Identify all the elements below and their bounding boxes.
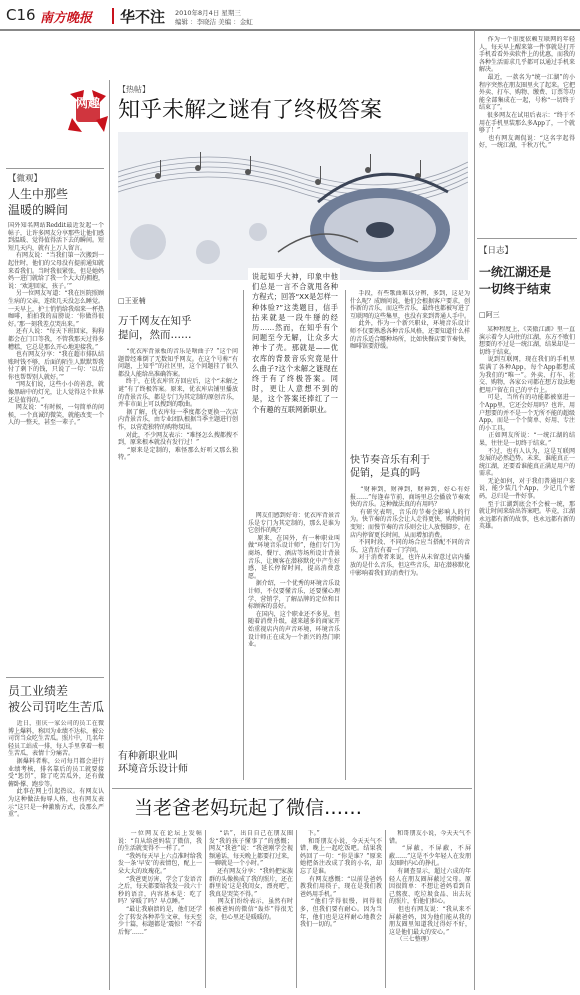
left-body-2: 近日，重庆一家公司的员工在微博上爆料，称因为业绩不达标，被公司罚当众吃生苦瓜。照片中，几名年轻员工站成一排，每人手里拿着一根生苦瓜，表情十分痛苦。 据爆料者称，公司每月都会进行业绩考核，排名靠后的员工就要接受“惩罚”，除了吃苦瓜外，还有做俯卧撑、跑步等。 此事在网上引起热议。有网友认为这种做法侮辱人格，也有网友表示“这只是一种激励方式，没那么严重”。 (8, 720, 104, 819)
left-body-1: 国外知名网站Reddit最近发起一个帖子，让许多网友分享那些让他们感到温暖、觉得值得活下去的瞬间。短短几天内，就有上万人留言。 有网友说：“当我们第一次搬到一起住时，他们的父母没有提前通知就来看我们。当时我很紧张，但是她妈妈一进门就给了我一个大大的拥抱，说：‘欢迎回家，孩子。’” 另一位网友写道：“我在医院照顾生病的父亲，连续几天没怎么睡觉。一天早上，护士悄悄给我端来一杯热咖啡，拍拍我的肩膀说：‘你做得很好。’那一刻我差点哭出来。” 还有人说：“每天下班回家，狗狗都会在门口等我，不管我那天过得多糟糕，它总是那么开心地迎接我。” 也有网友分享：“我在超市排队结账时钱不够，后面的陌生人默默帮我付了剩下的钱，只说了一句：‘以后你也帮帮别人就好。’” “网友们说，这些小小的善意，就像黑暗中的灯光，让人觉得这个世界还是值得的。” 网友说：“有时候，一句简单的问候，一个真诚的微笑，就能改变一个人的一整天，甚至一辈子。” (8, 222, 104, 427)
right-rule (477, 238, 577, 239)
bottom-rule (112, 788, 472, 789)
main-kicker: 【热帖】 (118, 85, 150, 94)
right-byline: □阿三 (479, 311, 500, 319)
main-byline: □王亚楠 (118, 297, 146, 305)
left-title-2: 员工业绩差 被公司罚吃生苦瓜 (8, 684, 105, 714)
section-title: 华不注 (120, 8, 166, 26)
main-sub-3: 快节奏音乐有利于 促销，是真的吗 (350, 455, 430, 479)
main-col3-body: 手段，有些歌曲难以分辨，多到，这是为什么呢？成顾问说，他们会根据客户要求，创作新的音乐，而这些音乐，最终也都被写进了互联网的这些集里，也没有来到普通人手中。 此外，作为一个新兴职业，环境音乐设计师不仅要熟悉各种音乐风格，还要知道什么样的音乐适合哪种场所，比如快餐店要节奏快，咖啡馆要舒缓。 (350, 290, 470, 351)
right-col-top: 作为一个重度依赖互联网的年轻人，每天早上醒来第一件事就是打开手机看看外卖软件上的优惠，而我的各种生活需求几乎都可以通过手机来解决。 最近，一款名为“统一江湖”的小程序突然在朋友圈里火了起来。它把外卖、打车、购物、缴费、订票等功能全部集成在一起，号称“一切终于结束了”。 很多网友在试用后表示：“终于不用在手机里装那么多App了，一个就够了！” 也有网友调侃说：“这名字起得好，一统江湖，千秋万代。” (479, 36, 575, 150)
main-col1-body: “优衣库背景板的音乐是啥曲子？”这个问题曾经难倒了无数知乎网友。在这个号称“有问题，上知乎”的社区里，这个问题挂了很久都没人能给出准确答案。 终于，在优衣库官方回应后，这个“未解之谜”有了终极答案。原来，优衣库店铺里播放的背景音乐，都是专门为其定制的原创音乐，并非市面上可以搜到的歌曲。 据了解，优衣库每一季度都会更换一次店内背景音乐，由专业团队根据当季主题进行创作，以营造独特的购物氛围。 对此，不少网友表示：“难怪怎么搜都搜不到，原来根本就没有发行过！” “原来是定制的，难怪那么好听又那么独特。” (118, 348, 238, 462)
right-body: 某种程度上，《笑傲江湖》里一直演示着令人向往的江湖，东方不败们想要的不过是一统江湖，结果却是一切终于结束。 说到互联网，现在我们的手机里装满了各种App，每个App都想成为我们的“唯一”。外卖、打车、社交、购物，各家公司都在想方设法地把用户留在自己的平台上。 可是，当所有的功能都被塞进一个App里，它还会好用吗？也许，用户想要的并不是一个无所不能的超级App，而是一个个简单、好用、专注的小工具。 正如网友所说：“一统江湖的结果，往往是一切终于结束。” 不过，也有人认为，这是互联网发展的必然趋势。未来，谁能真正一统江湖，还要看谁能真正满足用户的需求。 无论如何，对于我们普通用户来说，能少装几个App，少记几个密码，总归是一件好事。 至于江湖到底会不会被一统，那就让时间来给出答案吧。毕竟，江湖永远都有新的故事，也永远都有新的英雄。 (479, 326, 575, 531)
left-divider (109, 80, 110, 990)
right-tag: 【日志】 (479, 246, 514, 256)
main-right-divider (474, 30, 475, 990)
bottom-div-1 (205, 830, 206, 988)
main-col-divider-2 (345, 290, 346, 780)
header-divider (112, 8, 114, 24)
main-col2-body: 网友们感到好奇：优衣库背景音乐是专门为其定制的，那么是谁为它创作的呢？ 原来，在国外，有一种职业叫做“环境音乐设计师”，他们专门为商场、餐厅、酒店等场所设计背景音乐，让顾客在潜移默化中产生好感，延长停留时间，提高消费意愿。 据介绍，一个优秀的环境音乐设计师，不仅要懂音乐，还要懂心理学、营销学，了解品牌的定位和目标顾客的喜好。 在国内，这个职业还不多见，但随着消费升级，越来越多的商家开始重视店内的声音环境，环境音乐设计师正在成为一个新兴的热门职业。 (248, 512, 340, 649)
music-illustration (118, 132, 468, 280)
bottom-col4: 和哥朋友小说，今天天气不错。 “屏蔽，不屏蔽，不屏蔽……”这是不少年轻人在发朋友圈时内心的挣扎。 有调查显示，超过六成的年轻人在朋友圈屏蔽过父母。原因很简单：不想让爸妈看到自己熬夜、吃垃圾食品、出去玩的照片，怕他们担心。 但也有网友说：“我从来不屏蔽爸妈，因为他们能从我的朋友圈里知道我过得好不好，这是他们最大的安心。” （三七整理） (389, 830, 471, 944)
editor-line: 编辑 ：李晓洁 美编 ：金虹 (175, 18, 253, 26)
bottom-div-2 (296, 830, 297, 988)
main-sub-2: 有种新职业叫 环境音乐设计师 (118, 751, 188, 775)
left-rule-1 (6, 168, 104, 169)
paper-logo: 南方晚报 (40, 11, 93, 26)
intro-quote-box (248, 268, 340, 504)
main-col3-body-2: “财神到，财神到，财神到，好心有好报……”每逢春节前，商场里总会播放节奏欢快的音乐。这种做法真的有用吗？ 有研究表明，音乐的节奏会影响人的行为。快节奏的音乐会让人走得更快，购物时间变短；而慢节奏的音乐则会让人放慢脚步，在店内停留更长时间，从而增加消费。 不同时段、不同的场合应当搭配不同的音乐，这背后有着一门学问。 对于消费者来说，也许从未留意过店内播放的是什么音乐，但这些音乐，却在潜移默化中影响着我们的消费行为。 (350, 486, 470, 577)
bottom-headline: 当老爸老妈玩起了微信…… (134, 797, 363, 819)
header-rule (0, 29, 580, 31)
left-title-1: 人生中那些 温暖的瞬间 (8, 187, 69, 217)
intro-quote: 说起知乎大神，印象中他们总是一言不合就甩各种方程式；回答“XX是怎样一种体验?”这类题目，信手拈来就是一段牛掰的经历……然而，在知乎有个问题至今无解，让众多大神卡了壳。那就是——优衣库的背景音乐究竟是什么曲子?这个未解之谜现在终于有了终极答案。同时，更让人意想不到的是，这个答案还捧红了一个有趣的互联网新职业。 (252, 272, 338, 414)
left-tag: 【微观】 (8, 174, 43, 184)
bottom-col3: 下。” 和哥朋友小说，今天天气不错，晚上一起吃饭吧。结果我妈回了一句：“你是谁？”原来她把备注改成了我的小名，却忘了是谁。 有网友感慨：“以前是爸妈教我们用筷子，现在是我们教爸妈用手机。” “他们学得很慢，问得很多，但我们要有耐心。因为当年，他们也是这样耐心地教会我们一切的。” (300, 830, 382, 929)
main-headline: 知乎未解之谜有了终极答案 (118, 98, 383, 123)
main-col-divider-1 (243, 290, 244, 780)
bottom-col1: 一位网友在论坛上发帖说：“自从给爸妈装了微信，我的生活就变得不一样了。” “我妈每天早上六点准时给我发一条‘早安’的表情包，配上一朵大大的玫瑰花。” “我爸更厉害，学会了发语音之后，每天都要给我发一段六十秒的语音，内容基本是：吃了吗？穿暖了吗？早点睡。” “最让我崩溃的是，他们还学会了转发各种养生文章，每天至少十篇，标题都是‘震惊！’‘不看后悔’……” (118, 830, 202, 936)
date-line: 2010年8月4日 星期三 (175, 9, 241, 17)
right-title: 一统江湖还是 一切终于结束 (479, 265, 552, 296)
bottom-col2: “话”，出自自己在朋友圈发“我的孩子懂事了”的感慨；网友“我爸”说：“我爸刚学会视频通话，每天晚上都要打过来，一聊就是一个小时。” 还有网友分享：“我妈把家族群的头像换成了我的照片，还在群里说‘这是我闺女，漂亮吧’，我真是哭笑不得。” 网友们纷纷表示，虽然有时候被爸妈的微信“轰炸”得很无奈，但心里还是暖暖的。 (209, 830, 293, 921)
column-logo (66, 88, 110, 134)
bottom-div-3 (385, 830, 386, 988)
left-rule-2 (6, 677, 104, 678)
main-sub-1: 万千网友在知乎 提问，然而…… (118, 315, 192, 341)
column-logo-label: 网趣 (75, 96, 100, 110)
page-number: C16 (6, 6, 36, 24)
